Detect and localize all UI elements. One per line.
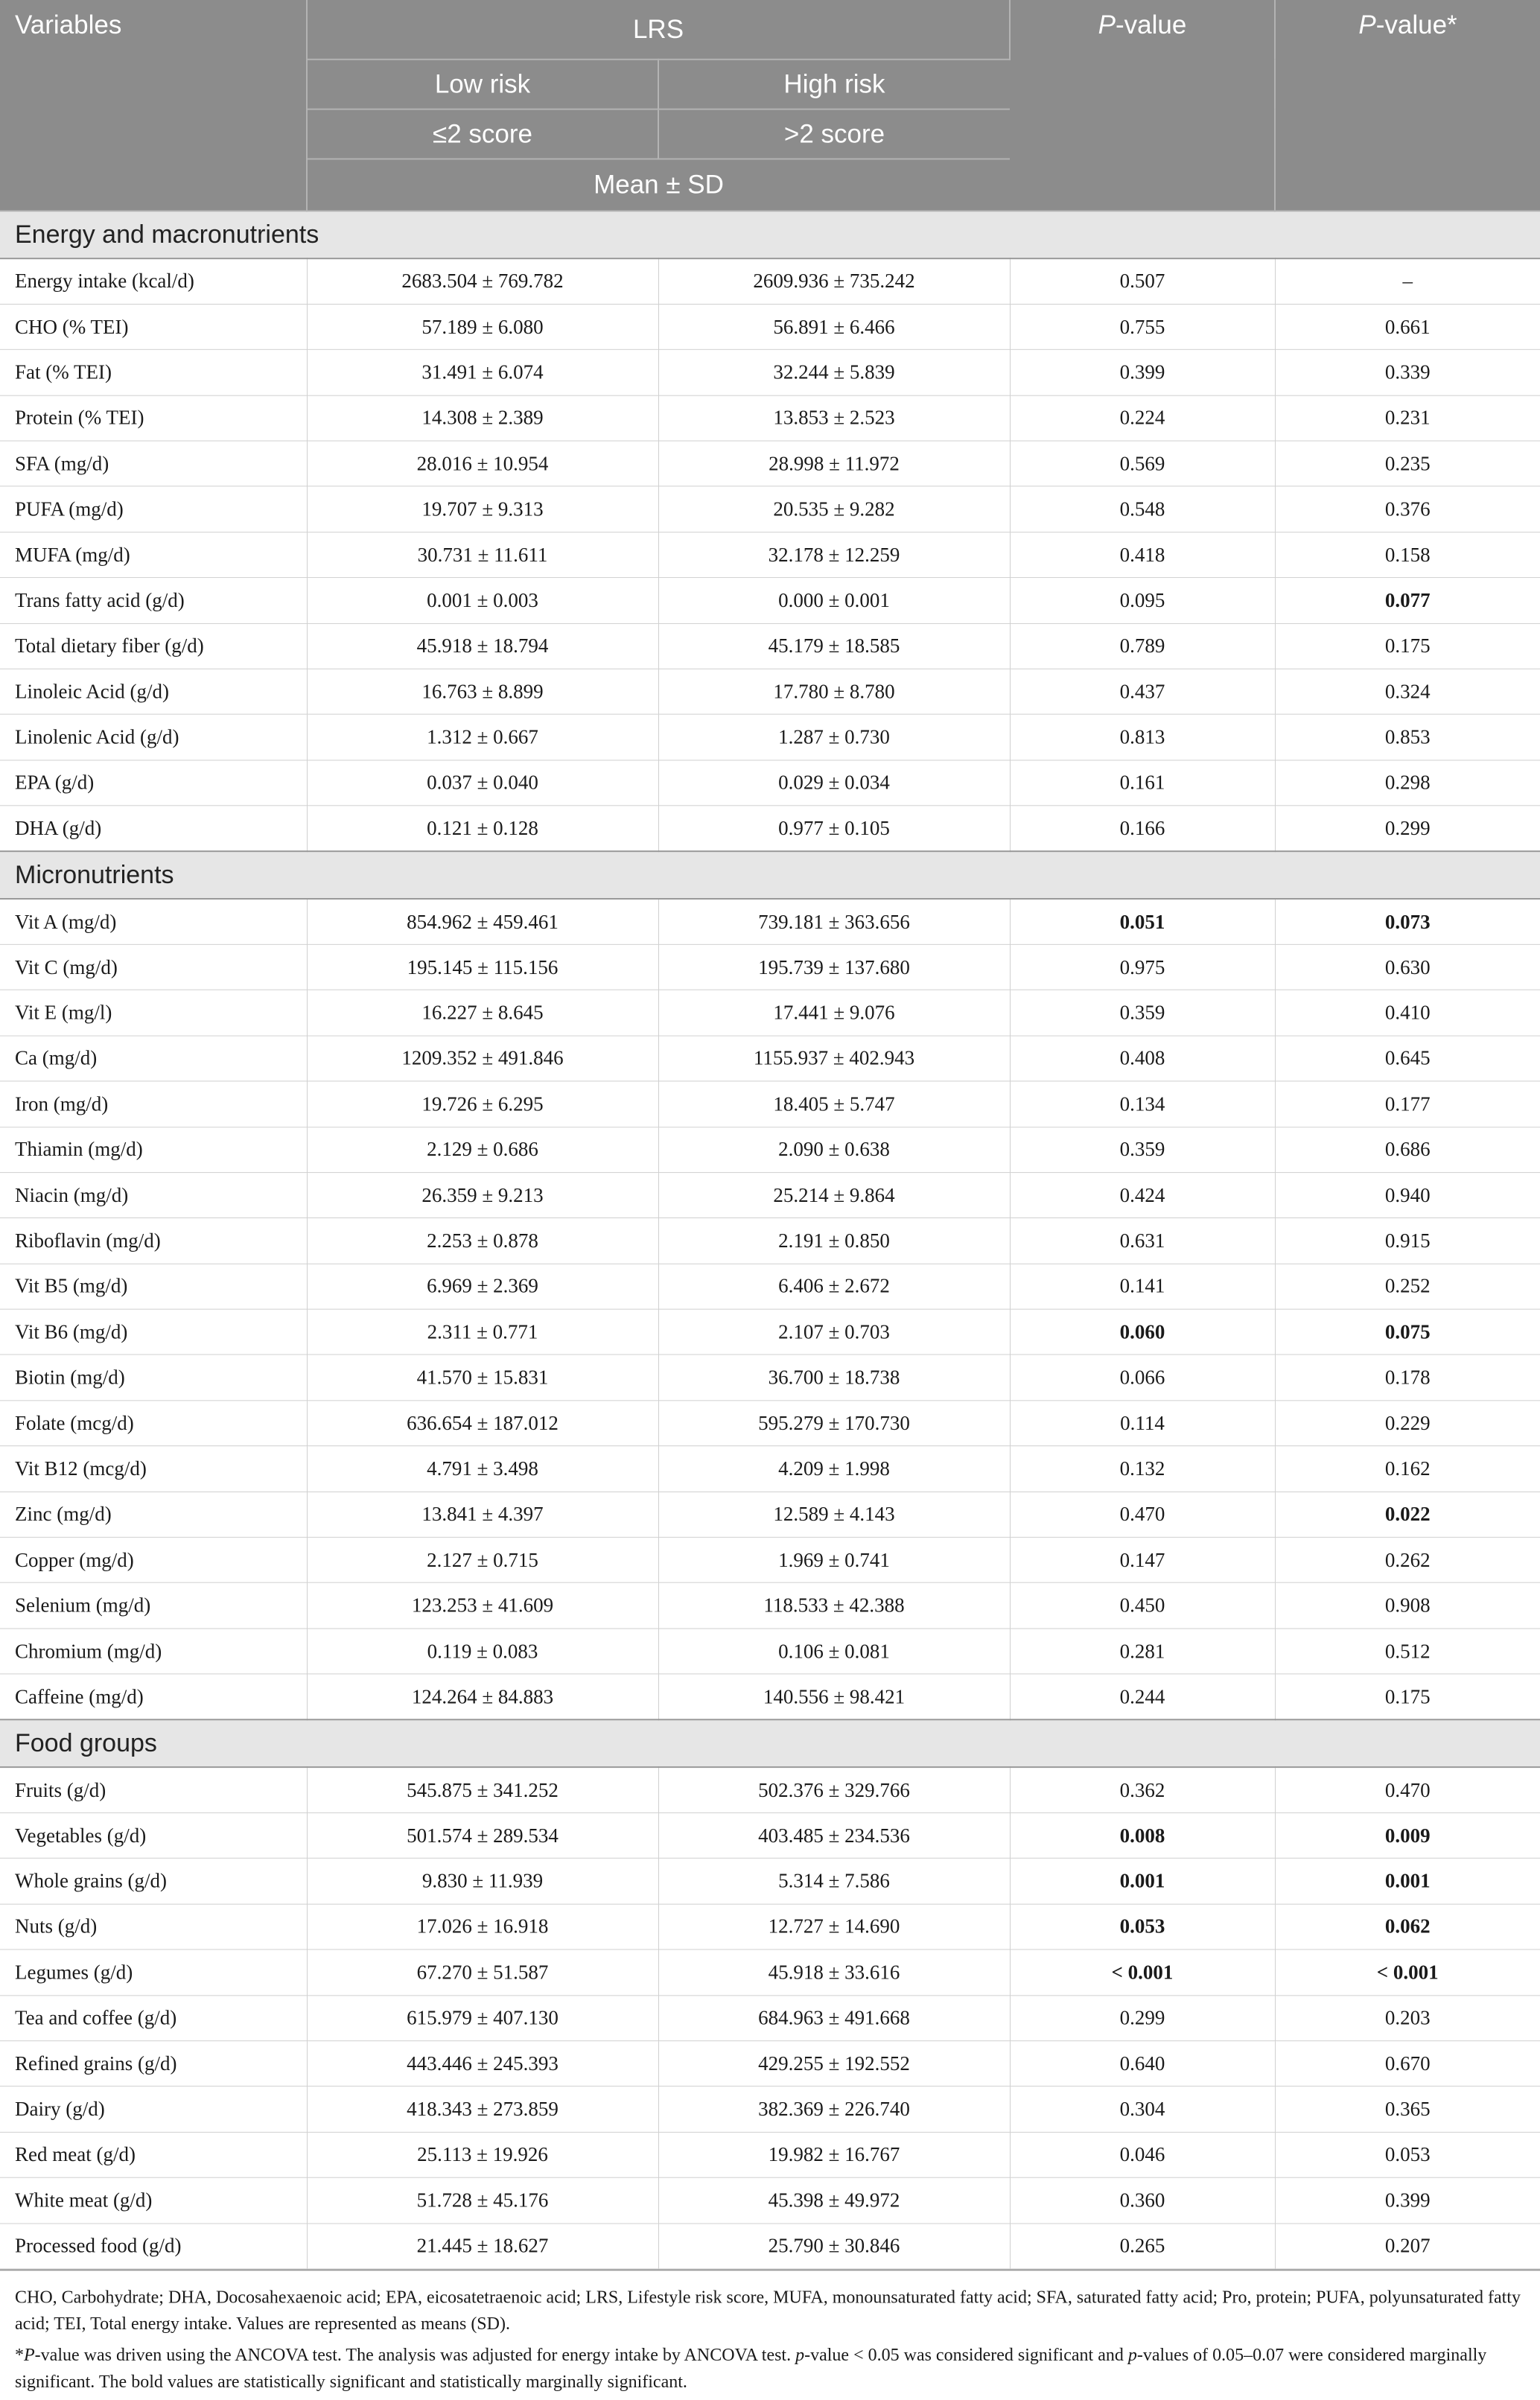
table-header [0, 0, 1540, 211]
table-row [0, 1995, 1540, 2040]
cell-variable: Iron (mg/d) [0, 1081, 307, 1127]
header-mean-sd: Mean ± SD [307, 159, 1010, 211]
cell-p-value-adjusted: 0.235 [1275, 441, 1540, 486]
cell-low-risk: 2.311 ± 0.771 [307, 1309, 658, 1355]
cell-high-risk: 0.977 ± 0.105 [658, 806, 1010, 851]
cell-p-value: 0.046 [1010, 2132, 1275, 2177]
section-title: Energy and macronutrients [0, 211, 1540, 258]
cell-p-value: 0.281 [1010, 1629, 1275, 1674]
table-row [0, 760, 1540, 806]
cell-p-value: 0.114 [1010, 1401, 1275, 1446]
cell-high-risk: 2.107 ± 0.703 [658, 1309, 1010, 1355]
table-row [0, 1264, 1540, 1309]
cell-p-value-adjusted: 0.231 [1275, 395, 1540, 441]
cell-p-value-adjusted: 0.203 [1275, 1995, 1540, 2040]
cell-p-value: 0.051 [1010, 899, 1275, 944]
cell-low-risk: 854.962 ± 459.461 [307, 899, 658, 944]
cell-p-value-adjusted: 0.207 [1275, 2224, 1540, 2269]
table-row [0, 2224, 1540, 2269]
table-row [0, 1127, 1540, 1172]
cell-high-risk: 45.398 ± 49.972 [658, 2177, 1010, 2223]
table-row [0, 1859, 1540, 1904]
section-title: Micronutrients [0, 851, 1540, 899]
cell-low-risk: 1.312 ± 0.667 [307, 715, 658, 760]
cell-p-value-adjusted: 0.062 [1275, 1904, 1540, 1949]
cell-variable: Vit A (mg/d) [0, 899, 307, 944]
cell-variable: Protein (% TEI) [0, 395, 307, 441]
table-row [0, 1401, 1540, 1446]
cell-p-value: 0.424 [1010, 1173, 1275, 1218]
cell-p-value: 0.265 [1010, 2224, 1275, 2269]
cell-low-risk: 25.113 ± 19.926 [307, 2132, 658, 2177]
table-row [0, 1036, 1540, 1081]
cell-low-risk: 545.875 ± 341.252 [307, 1767, 658, 1812]
cell-p-value-adjusted: 0.645 [1275, 1036, 1540, 1081]
cell-high-risk: 45.179 ± 18.585 [658, 623, 1010, 669]
cell-p-value-adjusted: 0.940 [1275, 1173, 1540, 1218]
cell-p-value: 0.789 [1010, 623, 1275, 669]
table-row [0, 806, 1540, 851]
cell-variable: Riboflavin (mg/d) [0, 1218, 307, 1264]
cell-high-risk: 0.000 ± 0.001 [658, 578, 1010, 623]
cell-low-risk: 6.969 ± 2.369 [307, 1264, 658, 1309]
table-row [0, 1767, 1540, 1812]
cell-p-value: 0.975 [1010, 944, 1275, 990]
table-row [0, 304, 1540, 349]
cell-high-risk: 403.485 ± 234.536 [658, 1812, 1010, 1858]
table-row [0, 1904, 1540, 1949]
cell-p-value-adjusted: < 0.001 [1275, 1949, 1540, 1995]
cell-high-risk: 6.406 ± 2.672 [658, 1264, 1010, 1309]
cell-low-risk: 2.127 ± 0.715 [307, 1537, 658, 1582]
cell-p-value: 0.813 [1010, 715, 1275, 760]
cell-p-value: 0.134 [1010, 1081, 1275, 1127]
cell-high-risk: 18.405 ± 5.747 [658, 1081, 1010, 1127]
cell-low-risk: 0.001 ± 0.003 [307, 578, 658, 623]
cell-p-value-adjusted: 0.470 [1275, 1767, 1540, 1812]
cell-variable: Copper (mg/d) [0, 1537, 307, 1582]
cell-low-risk: 418.343 ± 273.859 [307, 2087, 658, 2132]
cell-low-risk: 9.830 ± 11.939 [307, 1859, 658, 1904]
header-variables: Variables [0, 0, 307, 211]
cell-low-risk: 41.570 ± 15.831 [307, 1355, 658, 1400]
cell-p-value-adjusted: 0.661 [1275, 304, 1540, 349]
cell-variable: Vit B6 (mg/d) [0, 1309, 307, 1355]
cell-high-risk: 12.727 ± 14.690 [658, 1904, 1010, 1949]
table-row [0, 1629, 1540, 1674]
cell-high-risk: 118.533 ± 42.388 [658, 1583, 1010, 1629]
cell-high-risk: 2.191 ± 0.850 [658, 1218, 1010, 1264]
table-row [0, 486, 1540, 532]
cell-p-value-adjusted: 0.853 [1275, 715, 1540, 760]
cell-low-risk: 28.016 ± 10.954 [307, 441, 658, 486]
cell-p-value: 0.060 [1010, 1309, 1275, 1355]
footnote-abbreviations: CHO, Carbohydrate; DHA, Docosahexaenoic acid; EPA, eicosatetraenoic acid; LRS, Lifestyle risk score, MUFA, monounsaturated fatty acid; SFA, saturated fatty acid; Pro, protein; PUFA, polyunsaturated fatty acid; TEI, Total energy intake. Values are represented as means (SD). [15, 2288, 1521, 2334]
cell-variable: Red meat (g/d) [0, 2132, 307, 2177]
cell-p-value: 0.161 [1010, 760, 1275, 806]
cell-p-value-adjusted: – [1275, 258, 1540, 304]
cell-p-value-adjusted: 0.630 [1275, 944, 1540, 990]
cell-variable: CHO (% TEI) [0, 304, 307, 349]
cell-variable: Vit E (mg/l) [0, 990, 307, 1036]
cell-variable: Energy intake (kcal/d) [0, 258, 307, 304]
cell-high-risk: 25.214 ± 9.864 [658, 1173, 1010, 1218]
cell-p-value-adjusted: 0.365 [1275, 2087, 1540, 2132]
cell-p-value: 0.631 [1010, 1218, 1275, 1264]
cell-high-risk: 45.918 ± 33.616 [658, 1949, 1010, 1995]
cell-high-risk: 382.369 ± 226.740 [658, 2087, 1010, 2132]
cell-high-risk: 195.739 ± 137.680 [658, 944, 1010, 990]
cell-p-value-adjusted: 0.073 [1275, 899, 1540, 944]
table-row [0, 1492, 1540, 1537]
cell-p-value-adjusted: 0.915 [1275, 1218, 1540, 1264]
cell-p-value: 0.001 [1010, 1859, 1275, 1904]
cell-p-value: 0.132 [1010, 1446, 1275, 1492]
cell-high-risk: 13.853 ± 2.523 [658, 395, 1010, 441]
cell-variable: Biotin (mg/d) [0, 1355, 307, 1400]
cell-high-risk: 28.998 ± 11.972 [658, 441, 1010, 486]
cell-variable: Tea and coffee (g/d) [0, 1995, 307, 2040]
table-row [0, 715, 1540, 760]
cell-variable: DHA (g/d) [0, 806, 307, 851]
cell-low-risk: 67.270 ± 51.587 [307, 1949, 658, 1995]
cell-low-risk: 45.918 ± 18.794 [307, 623, 658, 669]
cell-low-risk: 123.253 ± 41.609 [307, 1583, 658, 1629]
cell-variable: Processed food (g/d) [0, 2224, 307, 2269]
cell-p-value: 0.359 [1010, 990, 1275, 1036]
table-row [0, 1812, 1540, 1858]
cell-high-risk: 25.790 ± 30.846 [658, 2224, 1010, 2269]
cell-variable: Fruits (g/d) [0, 1767, 307, 1812]
table-row [0, 1355, 1540, 1400]
cell-p-value: 0.066 [1010, 1355, 1275, 1400]
cell-low-risk: 0.037 ± 0.040 [307, 760, 658, 806]
cell-low-risk: 26.359 ± 9.213 [307, 1173, 658, 1218]
cell-low-risk: 17.026 ± 16.918 [307, 1904, 658, 1949]
cell-p-value-adjusted: 0.162 [1275, 1446, 1540, 1492]
cell-high-risk: 2.090 ± 0.638 [658, 1127, 1010, 1172]
cell-variable: Vit B5 (mg/d) [0, 1264, 307, 1309]
table-row [0, 2087, 1540, 2132]
cell-p-value: 0.470 [1010, 1492, 1275, 1537]
section-row [0, 211, 1540, 258]
cell-high-risk: 1.969 ± 0.741 [658, 1537, 1010, 1582]
cell-p-value-adjusted: 0.178 [1275, 1355, 1540, 1400]
cell-p-value-adjusted: 0.399 [1275, 2177, 1540, 2223]
header-high-risk: High risk [658, 60, 1010, 109]
cell-low-risk: 1209.352 ± 491.846 [307, 1036, 658, 1081]
cell-p-value-adjusted: 0.175 [1275, 623, 1540, 669]
cell-high-risk: 17.780 ± 8.780 [658, 669, 1010, 714]
cell-p-value: < 0.001 [1010, 1949, 1275, 1995]
table-row [0, 1674, 1540, 1719]
cell-variable: Niacin (mg/d) [0, 1173, 307, 1218]
cell-p-value-adjusted: 0.262 [1275, 1537, 1540, 1582]
cell-low-risk: 51.728 ± 45.176 [307, 2177, 658, 2223]
cell-low-risk: 16.227 ± 8.645 [307, 990, 658, 1036]
cell-variable: Linoleic Acid (g/d) [0, 669, 307, 714]
cell-p-value-adjusted: 0.009 [1275, 1812, 1540, 1858]
cell-high-risk: 684.963 ± 491.668 [658, 1995, 1010, 2040]
table-row [0, 1309, 1540, 1355]
cell-p-value-adjusted: 0.158 [1275, 532, 1540, 578]
cell-p-value-adjusted: 0.339 [1275, 350, 1540, 395]
cell-low-risk: 19.707 ± 9.313 [307, 486, 658, 532]
footnote-analysis: *P-value was driven using the ANCOVA test. The analysis was adjusted for energy intake by ANCOVA test. p-value < 0.05 was considered significant and p-values of 0.05–0.07 were considered marginally significant. The bold values are statistically significant and statistically marginally significant. [15, 2346, 1487, 2392]
cell-variable: Folate (mcg/d) [0, 1401, 307, 1446]
cell-p-value-adjusted: 0.298 [1275, 760, 1540, 806]
header-low-score: ≤2 score [307, 109, 658, 159]
table-row [0, 1446, 1540, 1492]
table-row [0, 1583, 1540, 1629]
cell-high-risk: 5.314 ± 7.586 [658, 1859, 1010, 1904]
section-row [0, 1719, 1540, 1767]
cell-variable: PUFA (mg/d) [0, 486, 307, 532]
cell-p-value: 0.244 [1010, 1674, 1275, 1719]
header-p-value: P-value [1010, 0, 1275, 211]
cell-variable: Trans fatty acid (g/d) [0, 578, 307, 623]
cell-high-risk: 0.106 ± 0.081 [658, 1629, 1010, 1674]
table-row [0, 1173, 1540, 1218]
cell-variable: White meat (g/d) [0, 2177, 307, 2223]
cell-high-risk: 739.181 ± 363.656 [658, 899, 1010, 944]
cell-variable: Refined grains (g/d) [0, 2041, 307, 2087]
cell-high-risk: 19.982 ± 16.767 [658, 2132, 1010, 2177]
table-row [0, 623, 1540, 669]
cell-low-risk: 14.308 ± 2.389 [307, 395, 658, 441]
cell-p-value: 0.141 [1010, 1264, 1275, 1309]
cell-p-value-adjusted: 0.376 [1275, 486, 1540, 532]
cell-variable: Nuts (g/d) [0, 1904, 307, 1949]
cell-high-risk: 2609.936 ± 735.242 [658, 258, 1010, 304]
cell-low-risk: 2.129 ± 0.686 [307, 1127, 658, 1172]
cell-p-value-adjusted: 0.022 [1275, 1492, 1540, 1537]
cell-low-risk: 2683.504 ± 769.782 [307, 258, 658, 304]
cell-p-value-adjusted: 0.177 [1275, 1081, 1540, 1127]
cell-low-risk: 0.121 ± 0.128 [307, 806, 658, 851]
cell-p-value-adjusted: 0.299 [1275, 806, 1540, 851]
cell-high-risk: 140.556 ± 98.421 [658, 1674, 1010, 1719]
table-row [0, 2041, 1540, 2087]
cell-p-value-adjusted: 0.686 [1275, 1127, 1540, 1172]
cell-p-value-adjusted: 0.075 [1275, 1309, 1540, 1355]
cell-high-risk: 32.244 ± 5.839 [658, 350, 1010, 395]
section-row [0, 851, 1540, 899]
cell-p-value-adjusted: 0.410 [1275, 990, 1540, 1036]
cell-low-risk: 19.726 ± 6.295 [307, 1081, 658, 1127]
table-row [0, 532, 1540, 578]
cell-high-risk: 20.535 ± 9.282 [658, 486, 1010, 532]
cell-variable: Whole grains (g/d) [0, 1859, 307, 1904]
cell-variable: Fat (% TEI) [0, 350, 307, 395]
table-body [0, 211, 1540, 2269]
cell-p-value: 0.299 [1010, 1995, 1275, 2040]
table-row [0, 944, 1540, 990]
cell-p-value: 0.450 [1010, 1583, 1275, 1629]
cell-low-risk: 21.445 ± 18.627 [307, 2224, 658, 2269]
cell-p-value-adjusted: 0.175 [1275, 1674, 1540, 1719]
cell-low-risk: 13.841 ± 4.397 [307, 1492, 658, 1537]
cell-p-value: 0.008 [1010, 1812, 1275, 1858]
cell-variable: Caffeine (mg/d) [0, 1674, 307, 1719]
cell-variable: Total dietary fiber (g/d) [0, 623, 307, 669]
cell-high-risk: 0.029 ± 0.034 [658, 760, 1010, 806]
cell-variable: Vit C (mg/d) [0, 944, 307, 990]
cell-variable: Zinc (mg/d) [0, 1492, 307, 1537]
cell-p-value-adjusted: 0.908 [1275, 1583, 1540, 1629]
cell-low-risk: 30.731 ± 11.611 [307, 532, 658, 578]
cell-high-risk: 429.255 ± 192.552 [658, 2041, 1010, 2087]
cell-high-risk: 32.178 ± 12.259 [658, 532, 1010, 578]
cell-high-risk: 17.441 ± 9.076 [658, 990, 1010, 1036]
header-high-score: >2 score [658, 109, 1010, 159]
cell-p-value: 0.362 [1010, 1767, 1275, 1812]
cell-low-risk: 31.491 ± 6.074 [307, 350, 658, 395]
cell-low-risk: 2.253 ± 0.878 [307, 1218, 658, 1264]
table-row [0, 1537, 1540, 1582]
cell-variable: MUFA (mg/d) [0, 532, 307, 578]
cell-p-value: 0.507 [1010, 258, 1275, 304]
cell-high-risk: 1.287 ± 0.730 [658, 715, 1010, 760]
table-row [0, 350, 1540, 395]
cell-p-value: 0.053 [1010, 1904, 1275, 1949]
cell-variable: Vegetables (g/d) [0, 1812, 307, 1858]
header-lrs: LRS [307, 0, 1010, 60]
cell-variable: Chromium (mg/d) [0, 1629, 307, 1674]
cell-variable: Vit B12 (mcg/d) [0, 1446, 307, 1492]
table-row [0, 258, 1540, 304]
cell-variable: Thiamin (mg/d) [0, 1127, 307, 1172]
cell-high-risk: 502.376 ± 329.766 [658, 1767, 1010, 1812]
table-row [0, 441, 1540, 486]
section-title: Food groups [0, 1719, 1540, 1767]
cell-p-value: 0.418 [1010, 532, 1275, 578]
table-row [0, 1081, 1540, 1127]
table-footnotes [0, 2269, 1540, 2396]
cell-p-value-adjusted: 0.324 [1275, 669, 1540, 714]
cell-low-risk: 124.264 ± 84.883 [307, 1674, 658, 1719]
table-row [0, 395, 1540, 441]
cell-p-value: 0.437 [1010, 669, 1275, 714]
cell-p-value: 0.360 [1010, 2177, 1275, 2223]
table-row [0, 1949, 1540, 1995]
cell-p-value: 0.640 [1010, 2041, 1275, 2087]
cell-p-value: 0.408 [1010, 1036, 1275, 1081]
cell-p-value-adjusted: 0.512 [1275, 1629, 1540, 1674]
cell-variable: EPA (g/d) [0, 760, 307, 806]
cell-high-risk: 56.891 ± 6.466 [658, 304, 1010, 349]
cell-p-value: 0.359 [1010, 1127, 1275, 1172]
cell-p-value-adjusted: 0.001 [1275, 1859, 1540, 1904]
cell-high-risk: 4.209 ± 1.998 [658, 1446, 1010, 1492]
cell-p-value: 0.095 [1010, 578, 1275, 623]
cell-high-risk: 12.589 ± 4.143 [658, 1492, 1010, 1537]
table-row [0, 578, 1540, 623]
cell-p-value: 0.755 [1010, 304, 1275, 349]
cell-p-value: 0.548 [1010, 486, 1275, 532]
cell-variable: Selenium (mg/d) [0, 1583, 307, 1629]
cell-low-risk: 615.979 ± 407.130 [307, 1995, 658, 2040]
table-row [0, 669, 1540, 714]
cell-p-value: 0.569 [1010, 441, 1275, 486]
cell-variable: SFA (mg/d) [0, 441, 307, 486]
cell-p-value: 0.166 [1010, 806, 1275, 851]
cell-high-risk: 595.279 ± 170.730 [658, 1401, 1010, 1446]
cell-p-value: 0.224 [1010, 395, 1275, 441]
cell-p-value: 0.147 [1010, 1537, 1275, 1582]
cell-low-risk: 16.763 ± 8.899 [307, 669, 658, 714]
cell-low-risk: 57.189 ± 6.080 [307, 304, 658, 349]
cell-p-value-adjusted: 0.077 [1275, 578, 1540, 623]
cell-p-value-adjusted: 0.252 [1275, 1264, 1540, 1309]
cell-high-risk: 1155.937 ± 402.943 [658, 1036, 1010, 1081]
cell-low-risk: 0.119 ± 0.083 [307, 1629, 658, 1674]
cell-variable: Linolenic Acid (g/d) [0, 715, 307, 760]
cell-low-risk: 501.574 ± 289.534 [307, 1812, 658, 1858]
cell-low-risk: 4.791 ± 3.498 [307, 1446, 658, 1492]
cell-p-value-adjusted: 0.053 [1275, 2132, 1540, 2177]
cell-p-value: 0.399 [1010, 350, 1275, 395]
cell-p-value-adjusted: 0.670 [1275, 2041, 1540, 2087]
cell-low-risk: 443.446 ± 245.393 [307, 2041, 658, 2087]
header-p-value-adjusted: P-value* [1275, 0, 1540, 211]
cell-variable: Legumes (g/d) [0, 1949, 307, 1995]
cell-p-value: 0.304 [1010, 2087, 1275, 2132]
header-low-risk: Low risk [307, 60, 658, 109]
cell-low-risk: 195.145 ± 115.156 [307, 944, 658, 990]
table-row [0, 2132, 1540, 2177]
cell-p-value-adjusted: 0.229 [1275, 1401, 1540, 1446]
cell-variable: Dairy (g/d) [0, 2087, 307, 2132]
table-row [0, 990, 1540, 1036]
cell-variable: Ca (mg/d) [0, 1036, 307, 1081]
cell-low-risk: 636.654 ± 187.012 [307, 1401, 658, 1446]
cell-high-risk: 36.700 ± 18.738 [658, 1355, 1010, 1400]
table-row [0, 899, 1540, 944]
table-row [0, 1218, 1540, 1264]
table-row [0, 2177, 1540, 2223]
